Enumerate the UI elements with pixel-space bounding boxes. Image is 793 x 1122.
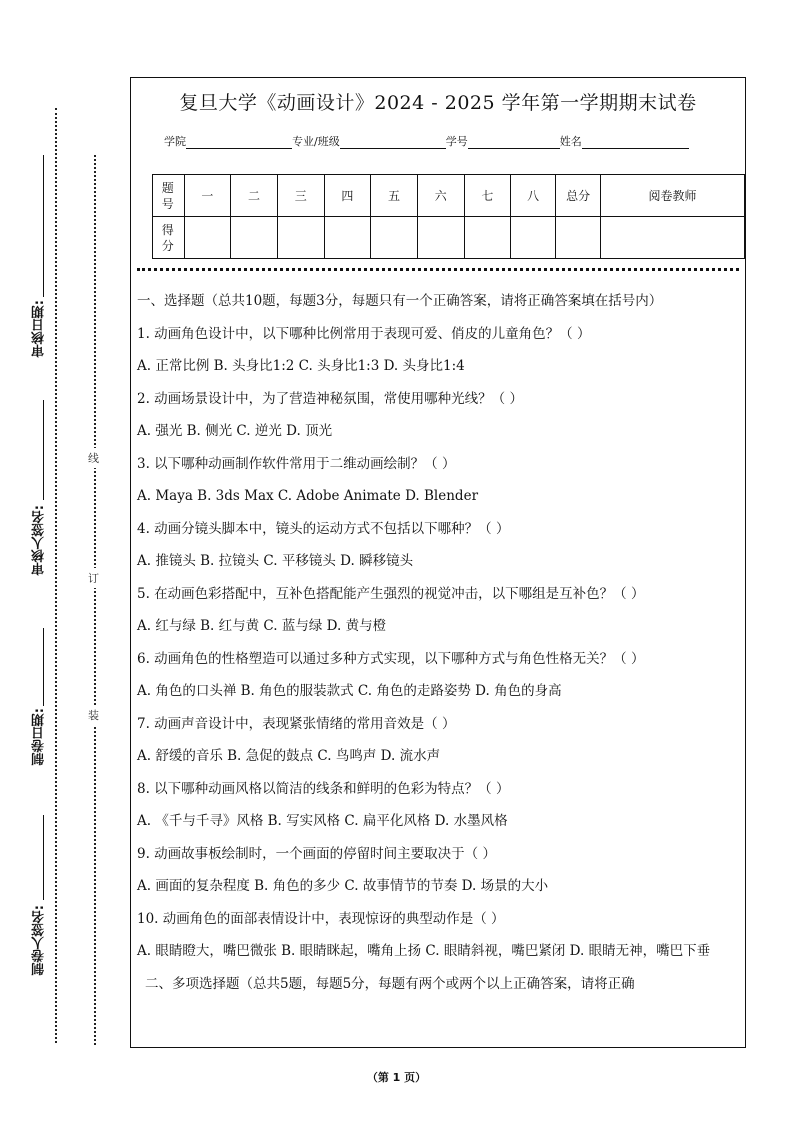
name-field[interactable] (582, 136, 689, 149)
question-8: 8. 以下哪种动画风格以简洁的线条和鲜明的色彩为特点？（ ） (137, 780, 510, 797)
maker-date-blank[interactable] (43, 628, 44, 706)
page-number: （第 1 页） (366, 1071, 427, 1084)
question-4-options: A. 推镜头 B. 拉镜头 C. 平移镜头 D. 瞬移镜头 (137, 553, 414, 569)
exam-title: 复旦大学《动画设计》2024 - 2025 学年第一学期期末试卷 (179, 92, 697, 114)
student-info-row (164, 133, 689, 149)
score-cell[interactable] (324, 217, 371, 259)
reviewer-sign-label: 审核人签名: (32, 505, 47, 576)
student-id-field[interactable] (468, 136, 560, 149)
question-6-options: A. 角色的口头禅 B. 角色的服装款式 C. 角色的走路姿势 D. 角色的身高 (137, 683, 562, 699)
score-header-cell: 七 (464, 175, 511, 217)
score-table (152, 174, 745, 259)
score-header-cell: 二 (231, 175, 278, 217)
score-header-cell: 五 (371, 175, 418, 217)
score-cell[interactable] (231, 217, 278, 259)
question-2: 2. 动画场景设计中，为了营造神秘氛围，常使用哪种光线？（ ） (137, 390, 523, 407)
question-1: 1. 动画角色设计中，以下哪种比例常用于表现可爱、俏皮的儿童角色？（ ） (137, 325, 591, 342)
question-3: 3. 以下哪种动画制作软件常用于二维动画绘制？（ ） (137, 455, 456, 472)
score-cell[interactable] (464, 217, 511, 259)
exam-content (137, 290, 741, 1005)
question-10-options: A. 眼睛瞪大，嘴巴微张 B. 眼睛眯起，嘴角上扬 C. 眼睛斜视，嘴巴紧闭 D. 眼睛无神，嘴巴下垂 (137, 943, 711, 959)
question-3-options: A. Maya B. 3ds Max C. Adobe Animate D. Blender (137, 488, 479, 504)
question-1-options: A. 正常比例 B. 头身比1:2 C. 头身比1:3 D. 头身比1:4 (137, 358, 465, 374)
score-header-cell: 总分 (556, 175, 601, 217)
score-cell[interactable] (417, 217, 464, 259)
name-label: 姓名 (559, 135, 582, 148)
binding-char-zhuang: 装 (88, 705, 99, 725)
binding-dotted-line-outer (55, 108, 57, 1043)
major-label: 专业/班级 (292, 135, 340, 148)
score-header-cell: 三 (277, 175, 324, 217)
score-header-cell: 六 (417, 175, 464, 217)
binding-char-xian: 线 (88, 448, 99, 468)
question-9: 9. 动画故事板绘制时，一个画面的停留时间主要取决于（ ） (137, 845, 496, 862)
score-header-cell: 一 (184, 175, 231, 217)
exam-frame (130, 77, 746, 1048)
college-field[interactable] (186, 136, 292, 149)
question-8-options: A. 《千与千寻》风格 B. 写实风格 C. 扁平化风格 D. 水墨风格 (137, 813, 508, 829)
section1-heading: 一、选择题（总共10题，每题3分，每题只有一个正确答案，请将正确答案填在括号内） (137, 293, 663, 309)
question-5: 5. 在动画色彩搭配中，互补色搭配能产生强烈的视觉冲击，以下哪组是互补色？（ ） (137, 585, 645, 602)
review-date-label: 审核日期: (32, 300, 47, 358)
score-cell[interactable] (277, 217, 324, 259)
question-7-options: A. 舒缓的音乐 B. 急促的鼓点 C. 鸟鸣声 D. 流水声 (137, 748, 441, 764)
binding-dotted-line-inner (94, 155, 96, 1045)
score-row-label: 得分 (153, 217, 185, 259)
question-9-options: A. 画面的复杂程度 B. 角色的多少 C. 故事情节的节奏 D. 场景的大小 (137, 878, 549, 894)
score-cell[interactable] (184, 217, 231, 259)
section2-heading: 二、多项选择题（总共5题，每题5分，每题有两个或两个以上正确答案，请将正确 (145, 975, 635, 992)
maker-date-label: 制卷日期: (32, 708, 47, 766)
question-2-options: A. 强光 B. 侧光 C. 逆光 D. 顶光 (137, 423, 333, 439)
score-header-cell: 题号 (153, 175, 185, 217)
section-separator (137, 268, 739, 271)
question-10: 10. 动画角色的面部表情设计中，表现惊讶的典型动作是（ ） (137, 910, 505, 927)
student-id-label: 学号 (445, 135, 468, 148)
question-4: 4. 动画分镜头脚本中，镜头的运动方式不包括以下哪种？（ ） (137, 520, 510, 537)
question-7: 7. 动画声音设计中，表现紧张情绪的常用音效是（ ） (137, 715, 456, 732)
score-cell[interactable] (371, 217, 418, 259)
score-table-score-row (153, 217, 745, 259)
college-label: 学院 (164, 135, 186, 148)
major-field[interactable] (340, 136, 446, 149)
maker-sign-blank[interactable] (43, 815, 44, 900)
score-header-cell: 阅卷教师 (601, 175, 745, 217)
score-cell[interactable] (556, 217, 601, 259)
score-header-cell: 四 (324, 175, 371, 217)
binding-char-ding: 订 (88, 568, 99, 588)
maker-sign-label: 制卷人签名: (32, 905, 47, 976)
score-header-cell: 八 (511, 175, 556, 217)
reviewer-sign-blank[interactable] (43, 400, 44, 500)
review-date-blank[interactable] (43, 155, 44, 297)
score-table-header-row (153, 175, 745, 217)
question-5-options: A. 红与绿 B. 红与黄 C. 蓝与绿 D. 黄与橙 (137, 618, 387, 634)
question-6: 6. 动画角色的性格塑造可以通过多种方式实现，以下哪种方式与角色性格无关？（ ） (137, 650, 645, 667)
score-cell[interactable] (511, 217, 556, 259)
score-cell[interactable] (601, 217, 745, 259)
